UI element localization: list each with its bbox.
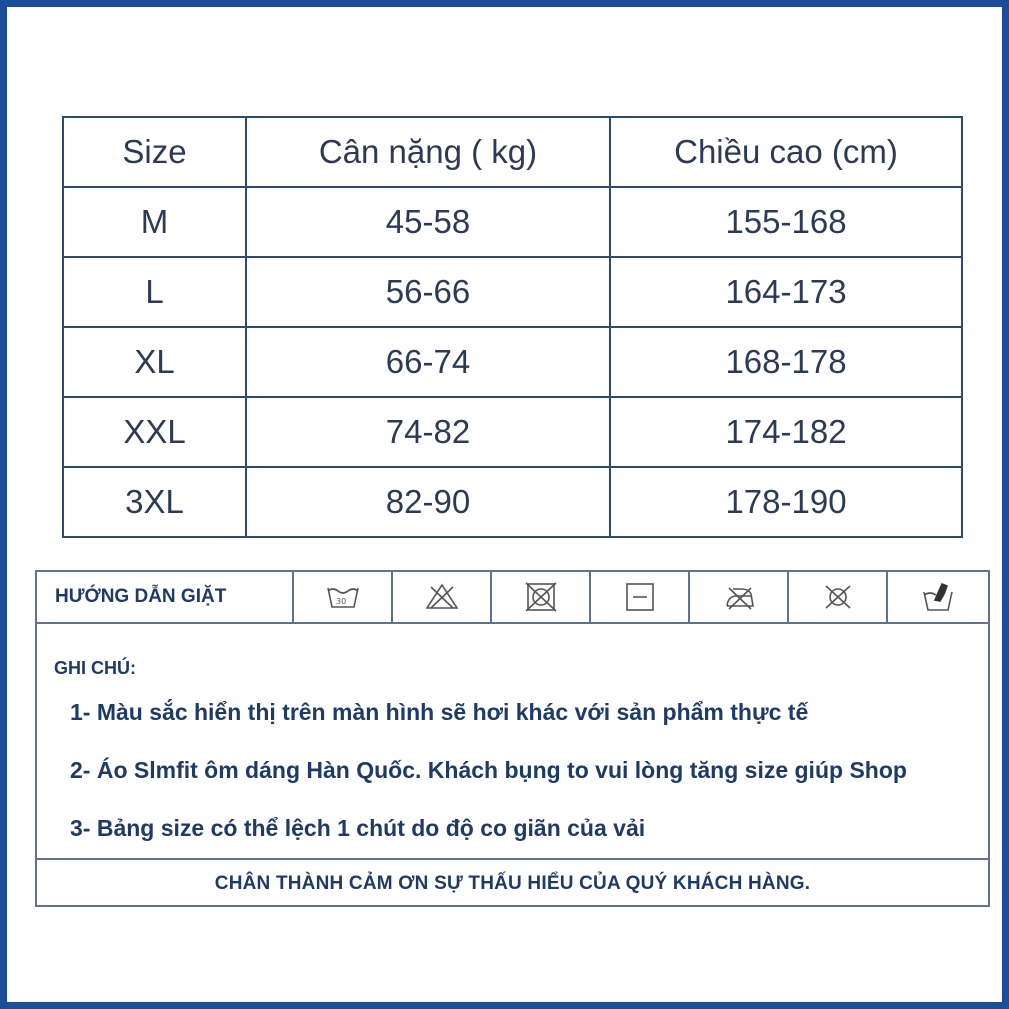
note-item: 3- Bảng size có thể lệch 1 chút do độ co giãn của vải — [70, 815, 646, 841]
height-cell: 168-178 — [610, 327, 962, 397]
height-cell: 174-182 — [610, 397, 962, 467]
wash-icons-row — [37, 572, 988, 624]
size-cell: XL — [63, 327, 246, 397]
weight-cell: 74-82 — [246, 397, 610, 467]
weight-cell: 66-74 — [246, 327, 610, 397]
no-tumble-dry-icon — [492, 572, 591, 622]
height-cell: 178-190 — [610, 467, 962, 537]
wash-instructions-box — [35, 570, 990, 907]
table-row — [63, 467, 962, 537]
table-row — [63, 257, 962, 327]
svg-text:30: 30 — [335, 597, 346, 606]
table-header-row — [63, 117, 962, 187]
note-item: 2- Áo Slmfit ôm dáng Hàn Quốc. Khách bụng to vui lòng tăng size giúp Shop — [70, 757, 907, 783]
weight-cell: 82-90 — [246, 467, 610, 537]
header-height: Chiều cao (cm) — [610, 117, 962, 187]
dry-flat-icon — [591, 572, 690, 622]
size-chart-table — [62, 116, 963, 538]
header-size: Size — [63, 117, 246, 187]
weight-cell: 45-58 — [246, 187, 610, 257]
table-row — [63, 327, 962, 397]
height-cell: 155-168 — [610, 187, 962, 257]
no-dry-clean-icon — [789, 572, 888, 622]
wash-30-icon — [294, 572, 393, 622]
no-bleach-icon — [393, 572, 492, 622]
notes-heading: GHI CHÚ: — [54, 658, 136, 678]
header-weight: Cân nặng ( kg) — [246, 117, 610, 187]
note-item: 1- Màu sắc hiển thị trên màn hình sẽ hơi khác với sản phẩm thực tế — [70, 699, 809, 725]
table-row — [63, 187, 962, 257]
thanks-message: CHÂN THÀNH CẢM ƠN SỰ THẤU HIỂU CỦA QUÝ KHÁCH HÀNG. — [214, 872, 811, 894]
size-cell: L — [63, 257, 246, 327]
notes-section — [37, 624, 988, 858]
height-cell: 164-173 — [610, 257, 962, 327]
size-cell: XXL — [63, 397, 246, 467]
wash-title: HƯỚNG DẪN GIẶT — [37, 572, 294, 622]
weight-cell: 56-66 — [246, 257, 610, 327]
size-cell: M — [63, 187, 246, 257]
table-row — [63, 397, 962, 467]
hand-wash-icon — [888, 572, 987, 622]
no-iron-icon — [690, 572, 789, 622]
size-cell: 3XL — [63, 467, 246, 537]
thanks-row — [37, 858, 988, 907]
